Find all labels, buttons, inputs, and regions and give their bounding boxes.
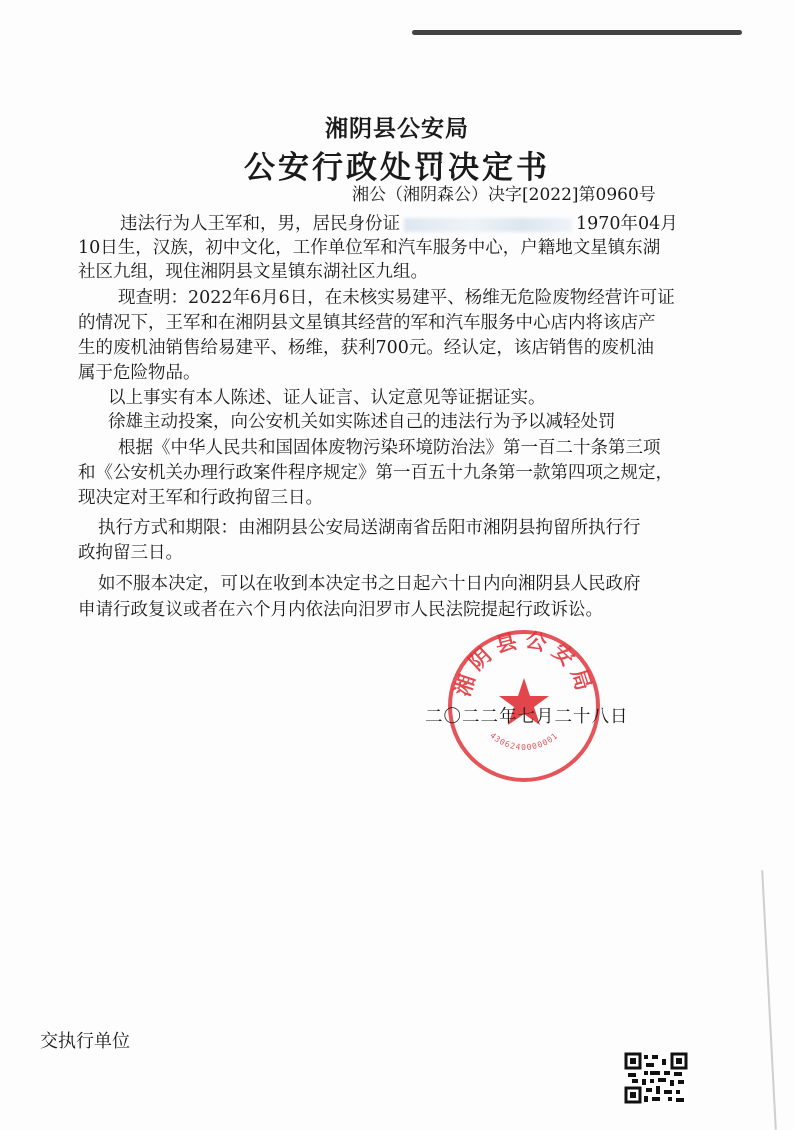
body-line-1 <box>120 212 678 236</box>
body-line-9: 徐雄主动投案，向公安机关如实陈述自己的违法行为予以减轻处罚 <box>108 412 616 432</box>
body-line-7: 属于危险物品。 <box>78 363 201 383</box>
handover-label: 交执行单位 <box>40 1031 130 1052</box>
body-line-14: 政拘留三日。 <box>78 543 183 563</box>
body-line-3: 社区九组，现住湘阴县文星镇东湖社区九组。 <box>78 262 428 282</box>
body-line-8: 以上事实有本人陈述、证人证言、认定意见等证据证实。 <box>108 388 546 408</box>
seal-code: 4306240000001 <box>488 730 560 752</box>
body-line-10: 根据《中华人民共和国固体废物污染环境防治法》第一百二十条第三项 <box>118 438 661 458</box>
body-line-1a: 违法行为人王军和，男，居民身份证 <box>120 214 400 234</box>
body-line-6: 生的废机油销售给易建平、杨维，获利700元。经认定，该店销售的废机油 <box>78 338 654 358</box>
qr-code-icon <box>624 1052 688 1104</box>
redacted-id-number <box>404 218 572 232</box>
agency-name: 湘阴县公安局 <box>325 115 469 142</box>
document-title: 公安行政处罚决定书 <box>244 150 550 186</box>
document-number: 湘公（湘阴森公）决字[2022]第0960号 <box>352 185 656 205</box>
body-line-15: 如不服本决定，可以在收到本决定书之日起六十日内向湘阴县人民政府 <box>98 574 641 594</box>
body-line-5: 的情况下，王军和在湘阴县文星镇其经营的军和汽车服务中心店内将该店产 <box>78 313 656 333</box>
scan-edge-shadow <box>412 30 742 35</box>
paper-fold-line <box>761 870 777 1130</box>
body-line-11: 和《公安机关办理行政案件程序规定》第一百五十九条第一款第四项之规定， <box>78 463 673 483</box>
seal-text: 湘阴县公安局 <box>449 626 599 700</box>
body-line-2: 10日生，汉族，初中文化，工作单位军和汽车服务中心，户籍地文星镇东湖 <box>78 238 661 258</box>
decision-date: 二〇二二年七月二十八日 <box>425 707 629 727</box>
body-line-4: 现查明：2022年6月6日，在未核实易建平、杨维无危险废物经营许可证 <box>118 288 675 308</box>
body-line-16: 申请行政复议或者在六个月内依法向汨罗市人民法院提起行政诉讼。 <box>78 600 603 620</box>
body-line-13: 执行方式和期限：由湘阴县公安局送湖南省岳阳市湘阴县拘留所执行行 <box>98 518 641 538</box>
body-line-1b: 1970年04月 <box>576 214 678 234</box>
body-line-12: 现决定对王军和行政拘留三日。 <box>78 488 323 508</box>
